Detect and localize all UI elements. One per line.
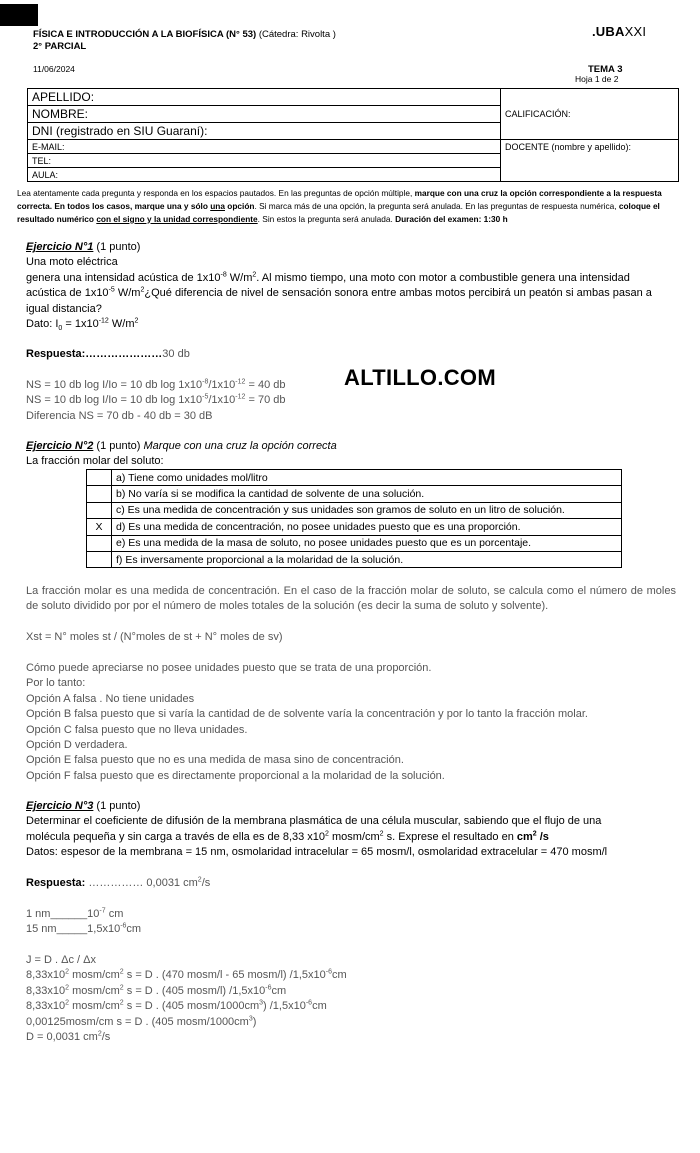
exercise-3-answer: Respuesta: …………… 0,0031 $cm^2/s$ (26, 876, 211, 889)
uba-logo: .UBAXXI (592, 24, 647, 39)
exercise-3: Ejercicio N°3 (1 punto) Determinar el coeficiente de difusión de la membrana plasmática de una célula muscular, sabiendo que el flujo de una molécula pequeña y sin carga a través de ella es de 8,33 $x10^2$ mosm/$cm^2$ s. Exprese el resultado en $cm^2$ /s Datos: espesor de la membrana = 15 nm, osmolaridad intracelular = 65 mosm/l, osmolaridad extracelular = 470 mosm/l (26, 800, 608, 859)
exercise-3-conversion: 1 $nm\_\_\_\_\_\_10^{-7}$ cm 15 $nm\_\_\_\_\_1,5x10^{-6}cm$ (26, 907, 142, 936)
dni-field[interactable]: DNI (registrado en SIU Guaraní): (28, 123, 501, 140)
exercise-2-analysis: Cómo puede apreciarse no posee unidades puesto que se trata de una proporción. Por lo tanto: Opción A falsa . No tiene unidades Opción B falsa puesto que si varía la cantidad de de solvente varía la concentración y por lo tanto la fracción molar. Opción C falsa puesto que no lleva unidades. Opción D verdadera. Opción E falsa puesto que no es una medida de masa sino de concentración. Opción F falsa puesto que es directamente proporcional a la molaridad de la solución. (26, 662, 588, 782)
option-row[interactable] (87, 470, 622, 486)
exam-instructions: Lea atentamente cada pregunta y responda en los espacios pautados. En las preguntas de opción múltiple, marque con una cruz la opción correspondiente a la respuesta correcta. En todos los casos, marque una y sólo una opción. Si marca más de una opción, la pregunta será anulada. En las preguntas de respuesta numérica, coloque el resultado numérico con el signo y la unidad correspondiente. Sin estos la pregunta será anulada. Duración del examen: 1:30 h (17, 188, 662, 224)
option-text: d) Es una medida de concentración, no posee unidades puesto que es una proporción. (112, 519, 622, 535)
option-mark[interactable] (87, 502, 112, 518)
option-mark[interactable] (87, 486, 112, 502)
calificacion-field[interactable]: CALIFICACIÓN: (501, 89, 679, 140)
tema-label: TEMA 3 (588, 64, 623, 75)
exercise-1-answer: Respuesta:…………………30 db (26, 348, 190, 360)
docente-field[interactable]: DOCENTE (nombre y apellido): (501, 140, 679, 182)
option-row[interactable] (87, 486, 622, 502)
option-text: c) Es una medida de concentración y sus unidades son gramos de soluto en un litro de solución. (112, 502, 622, 518)
course-title: FÍSICA E INTRODUCCIÓN A LA BIOFÍSICA (N° 53) (Cátedra: Rivolta ) (33, 29, 336, 40)
nombre-field[interactable]: NOMBRE: (28, 106, 501, 123)
exercise-3-solution: J = D . Δc / Δx $8,33x10^2$ mosm/$cm^2$ s = D . (470 mosm/l - 65 mosm/l) $/1,5x10^{-6}cm$ $8,33x10^2$ mosm/$cm^2$ s = D . (405 mosm/l) $/1,5x10^{-6}cm$ $8,33x10^2$ mosm/$cm^2$ s = D . (405 mosm/$1000cm^3$) $/1,5x10^{-6}cm$ 0,00125mosm/cm s = D . (405 mosm/$1000cm^3$) D = 0,0031 $cm^2/s$ (26, 954, 347, 1044)
exercise-2-options (86, 469, 622, 568)
option-text: f) Es inversamente proporcional a la molaridad de la solución. (112, 551, 622, 567)
exercise-2: Ejercicio N°2 (1 punto) Marque con una cruz la opción correcta La fracción molar del soluto: (26, 440, 337, 468)
student-id-table (27, 88, 679, 182)
exercise-1: Ejercicio N°1 (1 punto) Una moto eléctrica genera una intensidad acústica de $1x10^{-8}$ $W/m^2$. Al mismo tiempo, una moto con motor a combustible genera una intensidad acústica de $1x10^{-5}$ $W/m^2¿Qué$ diferencia de nivel de sensación sonora entre ambas motos percibirá un peatón si ambas pasan a igual distancia? Dato: $I_0 = 1x10^{-12}$ $W/m^2$ (26, 241, 652, 333)
option-row[interactable] (87, 502, 622, 518)
hoja-label: Hoja 1 de 2 (575, 74, 619, 84)
option-row[interactable] (87, 519, 622, 535)
email-field[interactable]: E-MAIL: (28, 140, 501, 154)
option-mark[interactable] (87, 470, 112, 486)
redaction-block (0, 4, 38, 26)
option-text: a) Tiene como unidades mol/litro (112, 470, 622, 486)
option-mark[interactable] (87, 551, 112, 567)
exercise-2-explanation: La fracción molar es una medida de concentración. En el caso de la fracción molar de soluto, se calcula como el número de moles de soluto dividido por por el número de moles totales de la solución (es decir la suma de soluto y solvente). (26, 585, 676, 613)
parcial-label: 2° PARCIAL (33, 41, 87, 52)
exam-date: 11/06/2024 (33, 64, 75, 74)
apellido-field[interactable]: APELLIDO: (28, 89, 501, 106)
option-text: e) Es una medida de la masa de soluto, no posee unidades puesto que es un porcentaje. (112, 535, 622, 551)
option-row[interactable] (87, 551, 622, 567)
exercise-2-formula: Xst = N° moles st / (N°moles de st + N° moles de sv) (26, 631, 283, 643)
option-row[interactable] (87, 535, 622, 551)
option-mark[interactable] (87, 535, 112, 551)
option-text: b) No varía si se modifica la cantidad de solvente de una solución. (112, 486, 622, 502)
aula-field[interactable]: AULA: (28, 168, 501, 182)
watermark-altillo: ALTILLO.COM (344, 365, 496, 390)
exercise-1-solution: NS = 10 db log I/Io = 10 db $\log 1x10^{-8}/1x10^{-12} = 40$ db NS = 10 db log I/Io = 10 db $\log 1x10^{-5}/1x10^{-12} = 70$ db Diferencia NS = 70 db - 40 db = 30 dB (26, 378, 286, 422)
option-mark[interactable]: X (87, 519, 112, 535)
tel-field[interactable]: TEL: (28, 154, 501, 168)
